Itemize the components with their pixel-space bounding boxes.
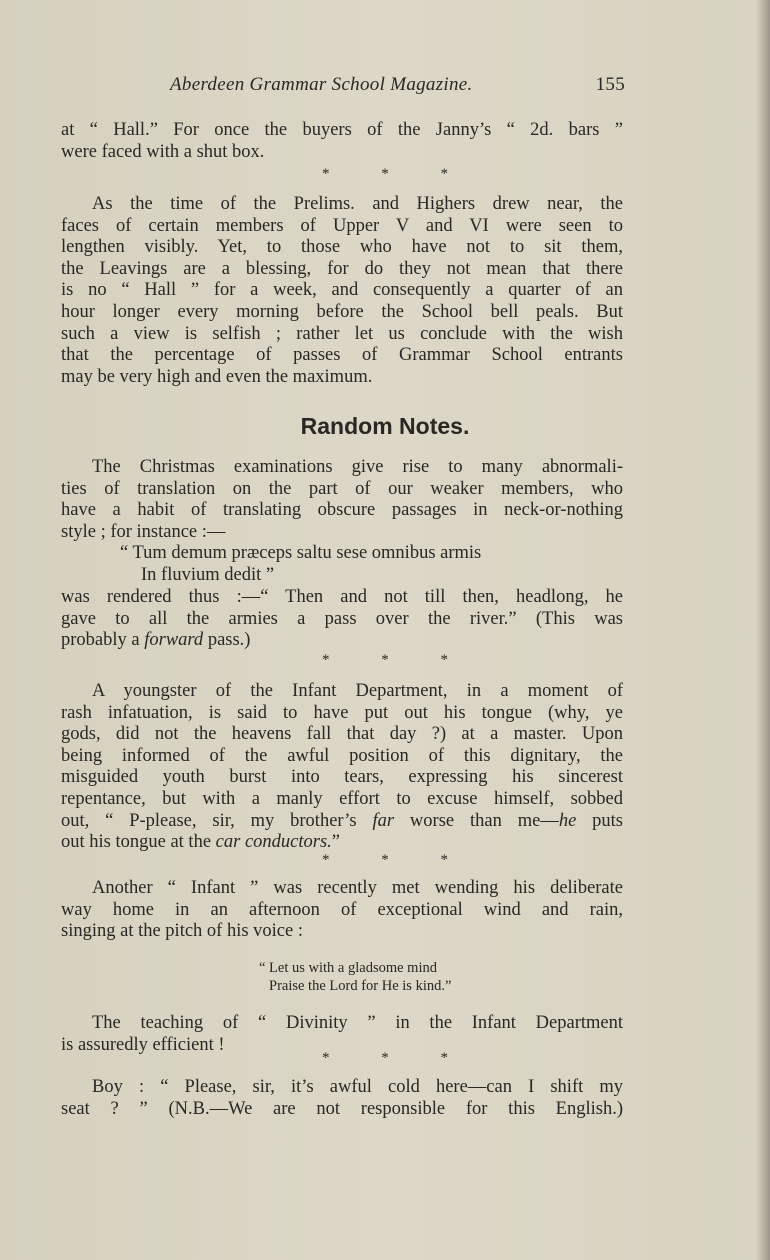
- boy-paragraph: [61, 1077, 623, 1120]
- text-line: Boy : “ Please, sir, it’s awful cold here—can I shift my: [92, 1077, 623, 1097]
- text-line: that the percentage of passes of Grammar School entrants: [61, 345, 623, 366]
- hymn-line-1: “ Let us with a gladsome mind: [259, 960, 437, 976]
- text-line: faces of certain members of Upper V and VI were seen to: [61, 215, 623, 236]
- text-line: may be very high and even the maximum.: [61, 366, 373, 387]
- text-line: probably a forward pass.): [61, 630, 251, 651]
- text-line: were faced with a shut box.: [61, 141, 265, 162]
- text-line: misguided youth burst into tears, expressing his sincerest: [61, 767, 623, 788]
- text-line: have a habit of translating obscure passages in neck-or-nothing: [61, 500, 623, 521]
- youngster-paragraph: [61, 681, 623, 854]
- text-line: out, “ P-please, sir, my brother’s far worse than me—he puts: [61, 810, 623, 831]
- text-line: seat ? ” (N.B.—We are not responsible for this English.): [61, 1098, 623, 1119]
- section-separator: * * *: [322, 852, 472, 868]
- text-line: way home in an afternoon of exceptional wind and rain,: [61, 899, 623, 920]
- latin-quote-line-1: “ Tum demum præceps saltu sese omnibus armis: [120, 543, 482, 563]
- another-infant-paragraph: [61, 878, 623, 943]
- text-line: such a view is selfish ; rather let us conclude with the wish: [61, 323, 623, 344]
- text-line: rash infatuation, is said to have put out his tongue (why, ye: [61, 702, 623, 723]
- emphasis-far: far: [372, 810, 395, 831]
- running-header: [170, 74, 625, 100]
- christmas-paragraph: [61, 457, 623, 543]
- text-line: style ; for instance :—: [61, 521, 226, 542]
- section-separator: * * *: [322, 166, 472, 182]
- text-line: repentance, but with a manly effort to excuse himself, sobbed: [61, 788, 623, 809]
- latin-quote-line-2: In fluvium dedit ”: [141, 565, 275, 585]
- text-line: ties of translation on the part of our weaker members, who: [61, 478, 623, 499]
- text-line: is no “ Hall ” for a week, and consequently a quarter of an: [61, 280, 623, 301]
- hymn-line-2: Praise the Lord for He is kind.”: [269, 978, 452, 994]
- section-separator: * * *: [322, 652, 472, 668]
- text-line: gave to all the armies a pass over the river.” (This was: [61, 608, 623, 629]
- text-line: lengthen visibly. Yet, to those who have not to sit them,: [61, 237, 623, 258]
- text-line: gods, did not the heavens fall that day ?) at a master. Upon: [61, 724, 623, 745]
- text-line: was rendered thus :—“ Then and not till then, headlong, he: [61, 587, 623, 607]
- text-line: Another “ Infant ” was recently met wending his deliberate: [92, 878, 623, 898]
- text-line: A youngster of the Infant Department, in a moment of: [92, 681, 623, 701]
- text-line: hour longer every morning before the School bell peals. But: [61, 301, 623, 322]
- text-line: the Leavings are a blessing, for do they not mean that there: [61, 258, 623, 279]
- text-line: As the time of the Prelims. and Highers drew near, the: [92, 194, 623, 214]
- text-line: singing at the pitch of his voice :: [61, 921, 303, 942]
- emphasis-forward: forward: [144, 630, 204, 651]
- magazine-title: Aberdeen Grammar School Magazine.: [170, 74, 473, 95]
- rendered-paragraph: [61, 587, 623, 652]
- text-line: is assuredly efficient !: [61, 1034, 225, 1055]
- text-line: The Christmas examinations give rise to many abnormali-: [92, 457, 623, 477]
- text-line: out his tongue at the car conductors.”: [61, 832, 341, 853]
- section-heading: Random Notes.: [300, 413, 470, 439]
- emphasis-he: he: [558, 810, 577, 831]
- page-number: 155: [595, 74, 625, 95]
- text-line: being informed of the awful position of this dignitary, the: [61, 745, 623, 766]
- section-separator: * * *: [322, 1050, 472, 1066]
- text-line: The teaching of “ Divinity ” in the Infant Department: [92, 1013, 623, 1033]
- emphasis-car-conductors: car conductors.: [215, 832, 332, 853]
- prelims-paragraph: [61, 194, 623, 388]
- hall-paragraph: [61, 120, 623, 163]
- text-line: at “ Hall.” For once the buyers of the Janny’s “ 2d. bars ”: [61, 120, 623, 140]
